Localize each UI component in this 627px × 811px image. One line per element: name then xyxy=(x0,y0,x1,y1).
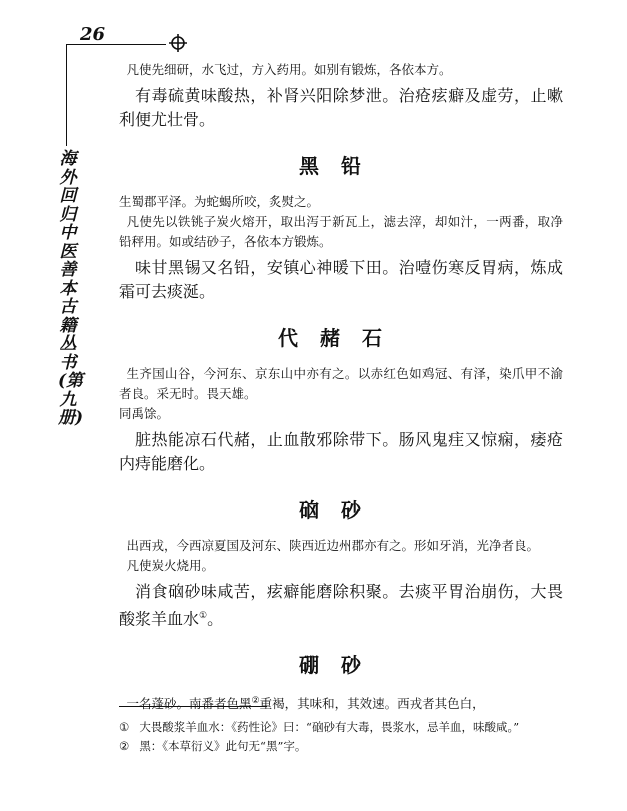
verse-salammoniac-text: 消食硇砂味咸苦，痃癖能磨除积聚。去痰平胃治崩伤，大畏酸浆羊血水 xyxy=(119,582,563,629)
origin-borax xyxy=(119,691,563,714)
verse-hematite: 脏热能凉石代赭，止血散邪除带下。肠风鬼疰又惊痫，痿疮内痔能磨化。 xyxy=(119,430,563,473)
side-rule xyxy=(66,44,67,146)
header-rule xyxy=(66,44,166,45)
footnote-1 xyxy=(119,718,559,737)
footnote-2 xyxy=(119,737,559,756)
verse-salammoniac xyxy=(119,580,563,631)
verse-salammoniac-end: 。 xyxy=(207,609,224,629)
footnote-mark-1: ① xyxy=(119,720,130,734)
footnote-rule xyxy=(119,706,267,707)
series-title: 海外回归中医善本古籍丛书(第九册) xyxy=(58,149,84,428)
note-hematite: 同禹馀。 xyxy=(119,406,170,421)
section-heading-hematite: 代赭石 xyxy=(278,326,404,350)
origin-hematite: 生齐国山谷，今河东、京东山中亦有之。以赤红色如鸡冠、有泽，染爪甲不渝者良。采无时。畏天雄。 xyxy=(119,366,563,401)
footnote-text-2: 黑：《本草衍义》此句无“黑”字。 xyxy=(139,739,307,753)
main-content xyxy=(119,60,563,714)
footnotes xyxy=(119,718,559,756)
verse-sulfur: 有毒硫黄味酸热，补肾兴阳除梦泄。治疮痃癖及虚劳，止嗽利便尤壮骨。 xyxy=(119,86,563,129)
footnote-mark-2: ② xyxy=(119,739,130,753)
footnote-ref-1[interactable]: ① xyxy=(199,611,208,621)
section-heading-salammoniac: 硇砂 xyxy=(299,498,383,522)
verse-lead: 味甘黑锡又名铅，安镇心神暖下田。治噎伤寒反胃病，炼成霜可去痰涎。 xyxy=(119,258,563,301)
section-heading-lead: 黑铅 xyxy=(299,154,383,178)
section-heading-borax: 硼砂 xyxy=(299,653,383,678)
origin-borax-text-a: 一名蓬砂。南番者色黑 xyxy=(126,696,252,712)
origin-lead: 生蜀郡平泽。为蛇蝎所咬，炙熨之。 xyxy=(119,194,320,209)
prep-note-sulfur: 凡使先细研，水飞过，方入药用。如别有锻炼，各依本方。 xyxy=(126,62,452,77)
page-number: 26 xyxy=(80,24,106,45)
prep-note-lead: 凡使先以铁铫子炭火熔开，取出泻于新瓦上，滤去滓，却如汁，一两番，取净铅秤用。如或结砂子，各依本方锻炼。 xyxy=(119,214,563,249)
footnote-text-1: 大畏酸浆羊血水：《药性论》曰：“硇砂有大毒，畏浆水，忌羊血，味酸咸。” xyxy=(139,720,520,734)
origin-borax-text-b: 重褐，其味和，其效速。西戎者其色白， xyxy=(259,696,485,712)
footnote-ref-2[interactable]: ② xyxy=(251,696,260,707)
ornament-icon xyxy=(168,33,188,53)
origin-salammoniac: 出西戎，今西凉夏国及河东、陕西近边州郡亦有之。形如牙消，光净者良。 xyxy=(126,538,540,553)
prep-note-salammoniac: 凡使炭火烧用。 xyxy=(126,558,215,573)
